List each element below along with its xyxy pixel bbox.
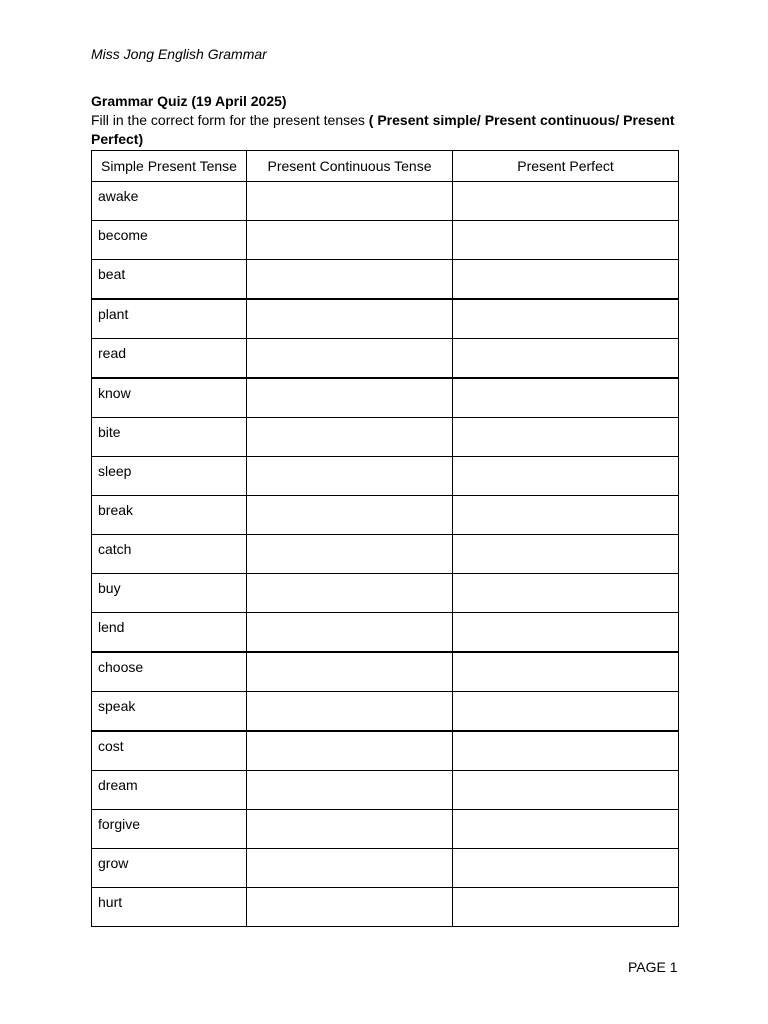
verb-cell: cost — [92, 731, 247, 771]
table-row — [92, 849, 679, 888]
present-perfect-answer-cell[interactable] — [453, 418, 679, 457]
table-row — [92, 535, 679, 574]
present-perfect-answer-cell[interactable] — [453, 221, 679, 260]
table-row — [92, 652, 679, 692]
table-header-row — [92, 151, 679, 182]
verb-cell: sleep — [92, 457, 247, 496]
quiz-instructions — [91, 111, 681, 148]
instruction-tense-list: ( Present simple/ Present continuous/ Present Perfect) — [91, 112, 675, 147]
verb-cell: know — [92, 378, 247, 418]
header-present-perfect: Present Perfect — [453, 151, 679, 182]
present-continuous-answer-cell[interactable] — [247, 810, 453, 849]
table-row — [92, 692, 679, 732]
present-perfect-answer-cell[interactable] — [453, 888, 679, 927]
present-perfect-answer-cell[interactable] — [453, 260, 679, 300]
present-perfect-answer-cell[interactable] — [453, 771, 679, 810]
table-row — [92, 771, 679, 810]
verb-cell: buy — [92, 574, 247, 613]
present-continuous-answer-cell[interactable] — [247, 731, 453, 771]
present-continuous-answer-cell[interactable] — [247, 535, 453, 574]
verb-cell: choose — [92, 652, 247, 692]
verb-cell: dream — [92, 771, 247, 810]
table-body — [92, 182, 679, 927]
present-continuous-answer-cell[interactable] — [247, 182, 453, 221]
table-row — [92, 810, 679, 849]
verb-cell: read — [92, 339, 247, 379]
present-perfect-answer-cell[interactable] — [453, 652, 679, 692]
present-perfect-answer-cell[interactable] — [453, 182, 679, 221]
table-row — [92, 260, 679, 300]
verb-cell: beat — [92, 260, 247, 300]
present-continuous-answer-cell[interactable] — [247, 221, 453, 260]
present-perfect-answer-cell[interactable] — [453, 849, 679, 888]
present-perfect-answer-cell[interactable] — [453, 574, 679, 613]
document-header: Miss Jong English Grammar — [91, 46, 267, 62]
verb-cell: catch — [92, 535, 247, 574]
table-row — [92, 378, 679, 418]
table-row — [92, 182, 679, 221]
present-perfect-answer-cell[interactable] — [453, 810, 679, 849]
present-continuous-answer-cell[interactable] — [247, 652, 453, 692]
present-continuous-answer-cell[interactable] — [247, 574, 453, 613]
tense-table — [91, 150, 679, 927]
present-continuous-answer-cell[interactable] — [247, 418, 453, 457]
present-perfect-answer-cell[interactable] — [453, 378, 679, 418]
present-perfect-answer-cell[interactable] — [453, 535, 679, 574]
present-continuous-answer-cell[interactable] — [247, 378, 453, 418]
table-row — [92, 731, 679, 771]
table-row — [92, 888, 679, 927]
verb-cell: bite — [92, 418, 247, 457]
present-continuous-answer-cell[interactable] — [247, 496, 453, 535]
present-perfect-answer-cell[interactable] — [453, 731, 679, 771]
present-continuous-answer-cell[interactable] — [247, 771, 453, 810]
present-continuous-answer-cell[interactable] — [247, 260, 453, 300]
verb-cell: awake — [92, 182, 247, 221]
verb-cell: plant — [92, 299, 247, 339]
header-simple-present: Simple Present Tense — [92, 151, 247, 182]
verb-cell: break — [92, 496, 247, 535]
present-continuous-answer-cell[interactable] — [247, 613, 453, 653]
table-row — [92, 221, 679, 260]
quiz-title: Grammar Quiz (19 April 2025) — [91, 93, 287, 109]
table-row — [92, 574, 679, 613]
table-row — [92, 613, 679, 653]
present-continuous-answer-cell[interactable] — [247, 888, 453, 927]
header-present-continuous: Present Continuous Tense — [247, 151, 453, 182]
table-row — [92, 339, 679, 379]
present-perfect-answer-cell[interactable] — [453, 613, 679, 653]
verb-cell: lend — [92, 613, 247, 653]
present-perfect-answer-cell[interactable] — [453, 692, 679, 732]
present-continuous-answer-cell[interactable] — [247, 849, 453, 888]
page-number: PAGE 1 — [628, 959, 678, 975]
present-continuous-answer-cell[interactable] — [247, 692, 453, 732]
present-continuous-answer-cell[interactable] — [247, 299, 453, 339]
table-row — [92, 457, 679, 496]
verb-cell: become — [92, 221, 247, 260]
verb-cell: speak — [92, 692, 247, 732]
table-row — [92, 418, 679, 457]
present-perfect-answer-cell[interactable] — [453, 457, 679, 496]
verb-cell: grow — [92, 849, 247, 888]
present-continuous-answer-cell[interactable] — [247, 339, 453, 379]
verb-cell: hurt — [92, 888, 247, 927]
present-perfect-answer-cell[interactable] — [453, 299, 679, 339]
present-continuous-answer-cell[interactable] — [247, 457, 453, 496]
table-row — [92, 496, 679, 535]
present-perfect-answer-cell[interactable] — [453, 339, 679, 379]
instruction-text: Fill in the correct form for the present tenses — [91, 112, 369, 128]
verb-cell: forgive — [92, 810, 247, 849]
table-row — [92, 299, 679, 339]
present-perfect-answer-cell[interactable] — [453, 496, 679, 535]
